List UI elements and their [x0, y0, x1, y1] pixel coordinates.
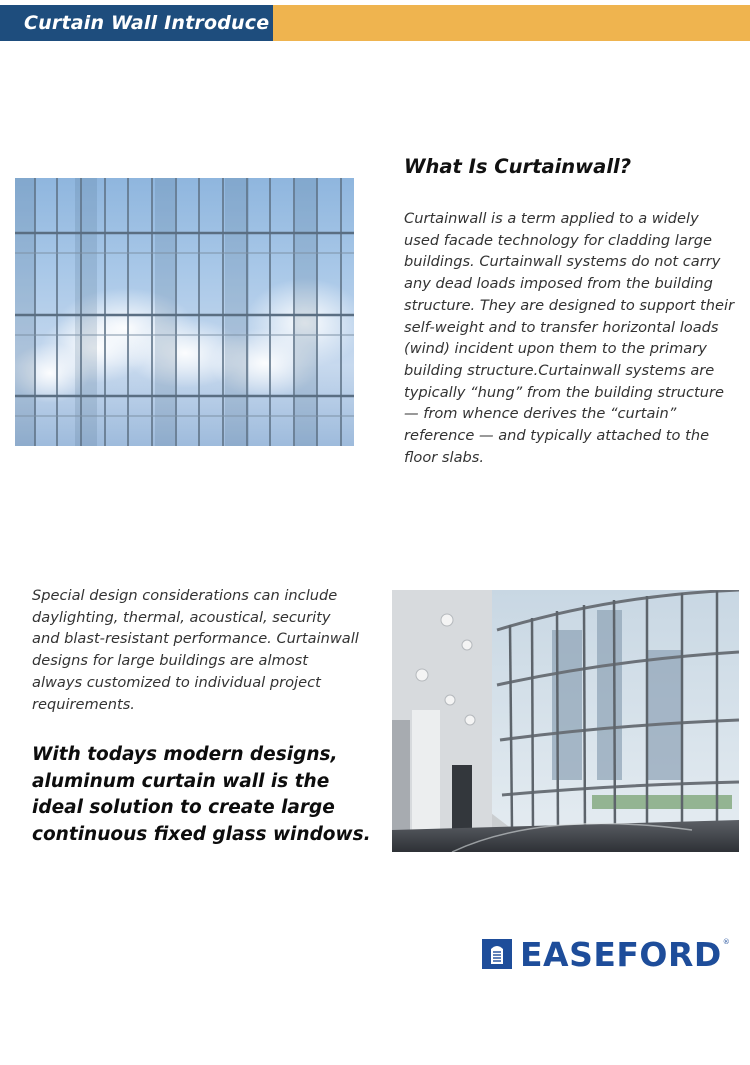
brand-name: EASEFORD — [520, 934, 722, 974]
lobby-curtain-wall-photo — [392, 590, 739, 852]
easeford-logo — [482, 935, 730, 973]
curtainwall-definition-text: Curtainwall is a term applied to a widely used facade technology for cladding large buildings. Curtainwall systems do not carry any dead loads imposed from the building structure. They are designed to support their self-weight and to transfer horizontal loads (wind) incident upon them to the primary building structure.Curtainwall systems are typically “hung” from the building structure — from whence derives the “curtain” reference — and typically attached to the floor slabs. — [404, 210, 735, 466]
modern-design-statement: With todays modern designs, aluminum curtain wall is the ideal solution to create large continuous fixed glass windows. — [32, 744, 371, 845]
design-considerations-text: Special design considerations can include daylighting, thermal, acoustical, security and blast-resistant performance. Curtainwall designs for large buildings are almost always customized to individual project requirements. — [32, 587, 359, 713]
header-band — [0, 5, 750, 41]
section-heading: What Is Curtainwall? — [404, 155, 632, 178]
page-title: Curtain Wall Introduce — [24, 12, 270, 34]
door-icon — [482, 939, 512, 969]
registered-mark: ® — [722, 938, 730, 946]
curtain-wall-facade-photo — [15, 178, 354, 446]
header-tab — [0, 5, 273, 41]
